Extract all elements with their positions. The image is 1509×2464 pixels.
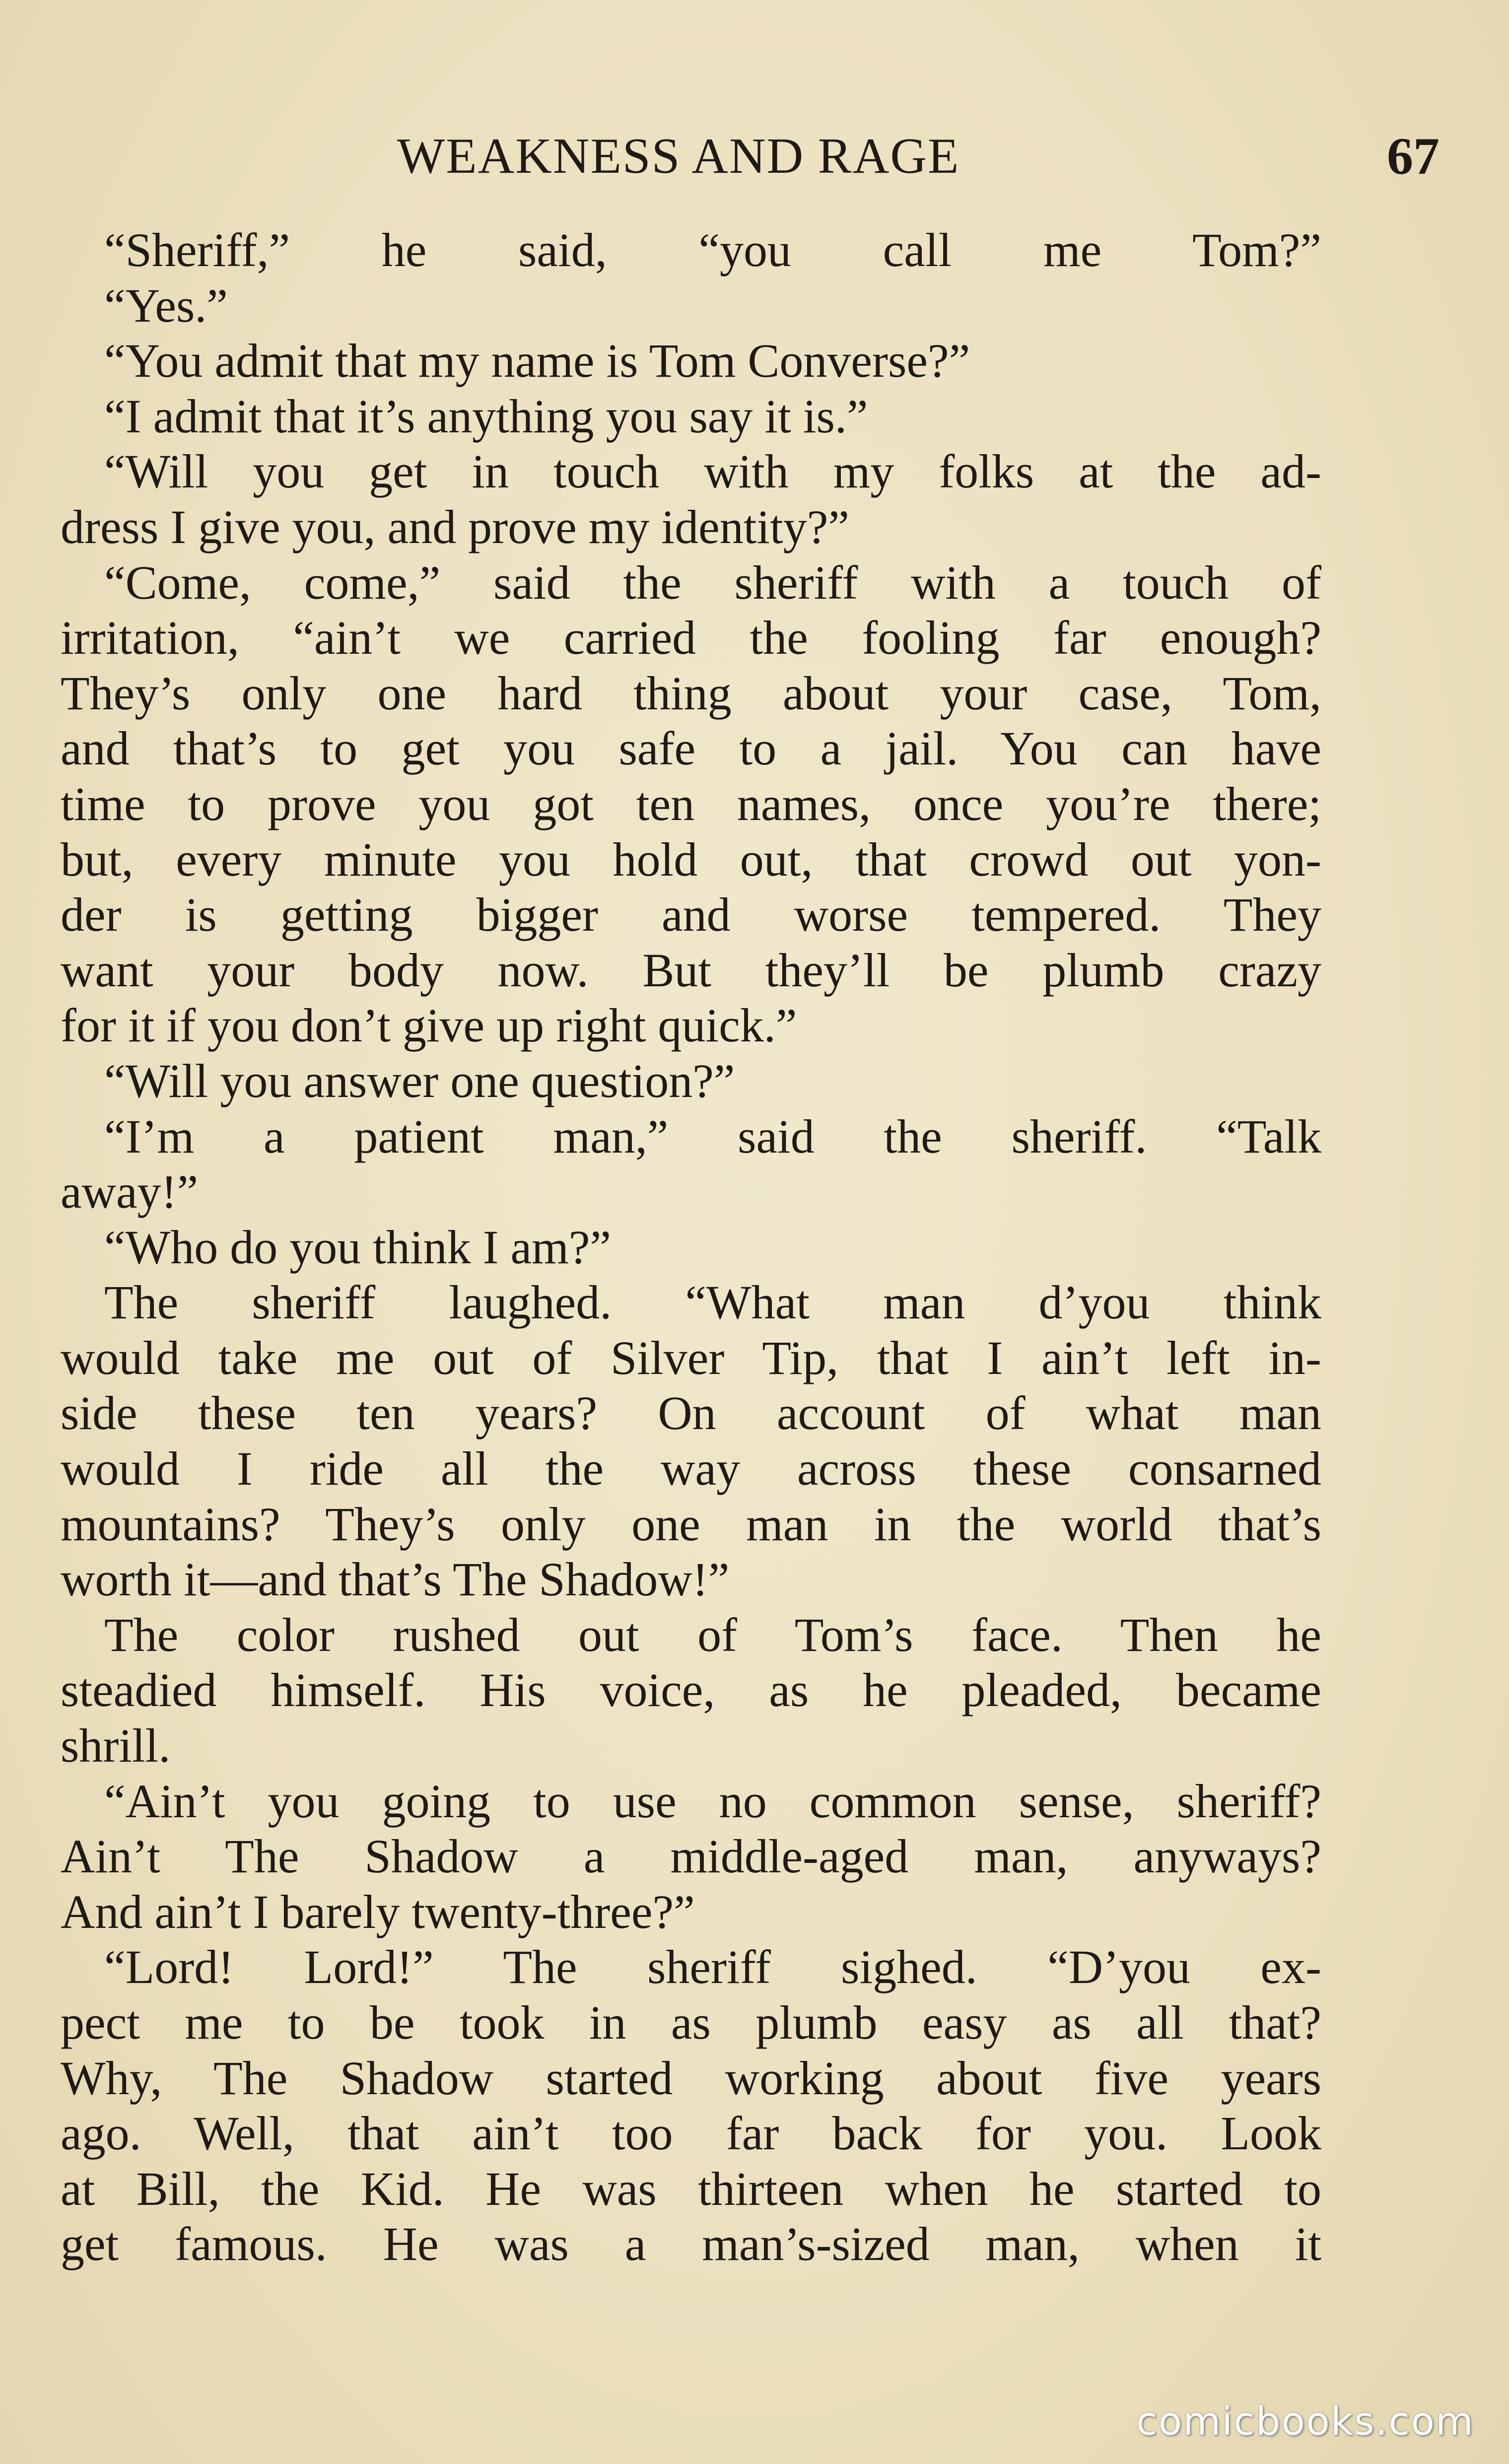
text-line: get famous. He was a man’s-sized man, when it [61,2217,1321,2271]
text-line: at Bill, the Kid. He was thirteen when he started to [61,2162,1321,2215]
text-line: “Will you get in touch with my folks at the ad- [104,445,1321,498]
text-line: The color rushed out of Tom’s face. Then he [104,1608,1321,1661]
text-line: “Will you answer one question?” [104,1054,735,1107]
text-line: “Who do you think I am?” [104,1220,612,1274]
text-line: Why, The Shadow started working about five years [61,2051,1321,2105]
text-line: And ain’t I barely twenty-three?” [61,1885,695,1938]
text-line: “Ain’t you going to use no common sense, sheriff? [104,1774,1321,1828]
text-line: “Come, come,” said the sheriff with a touch of [104,555,1321,609]
text-line: “I’m a patient man,” said the sheriff. “Talk [104,1109,1321,1163]
text-line: Ain’t The Shadow a middle-aged man, anyways? [61,1830,1321,1883]
text-line: dress I give you, and prove my identity?” [61,500,849,553]
text-line: mountains? They’s only one man in the world that’s [61,1497,1321,1551]
watermark: comicbooks.com [1136,2399,1474,2444]
text-line: pect me to be took in as plumb easy as all that? [61,1996,1321,2049]
body-text [61,222,1321,2272]
text-line: shrill. [61,1719,171,1773]
text-line: side these ten years? On account of what man [61,1386,1321,1440]
text-line: away!” [61,1165,199,1219]
text-line: irritation, “ain’t we carried the fooling far enough? [61,611,1321,665]
text-line: steadied himself. His voice, as he pleaded, became [61,1663,1321,1717]
text-line: worth it—and that’s The Shadow!” [61,1553,730,1606]
text-line: but, every minute you hold out, that crowd out yon- [61,832,1321,886]
page-header [60,124,1440,189]
text-line: for it if you don’t give up right quick.” [61,999,797,1052]
text-line: “I admit that it’s anything you say it is.” [104,389,868,443]
text-line: “Lord! Lord!” The sheriff sighed. “D’you ex- [104,1940,1321,1994]
text-line: “Yes.” [104,278,228,332]
text-line: would I ride all the way across these consarned [61,1442,1321,1496]
text-line: and that’s to get you safe to a jail. You can have [61,722,1321,775]
text-line: want your body now. But they’ll be plumb crazy [61,943,1321,997]
page-number: 67 [1387,127,1440,185]
text-line: The sheriff laughed. “What man d’you think [104,1276,1321,1329]
text-line: ago. Well, that ain’t too far back for you. Look [61,2107,1321,2160]
text-line: “Sheriff,” he said, “you call me Tom?” [104,223,1321,276]
text-line: der is getting bigger and worse tempered. They [61,888,1321,942]
running-title: WEAKNESS AND RAGE [397,128,960,184]
text-line: would take me out of Silver Tip, that I ain’t left in- [61,1331,1321,1384]
text-line: They’s only one hard thing about your case, Tom, [61,666,1321,720]
text-line: time to prove you got ten names, once you’re there; [61,777,1321,830]
text-line: “You admit that my name is Tom Converse?” [104,334,970,388]
